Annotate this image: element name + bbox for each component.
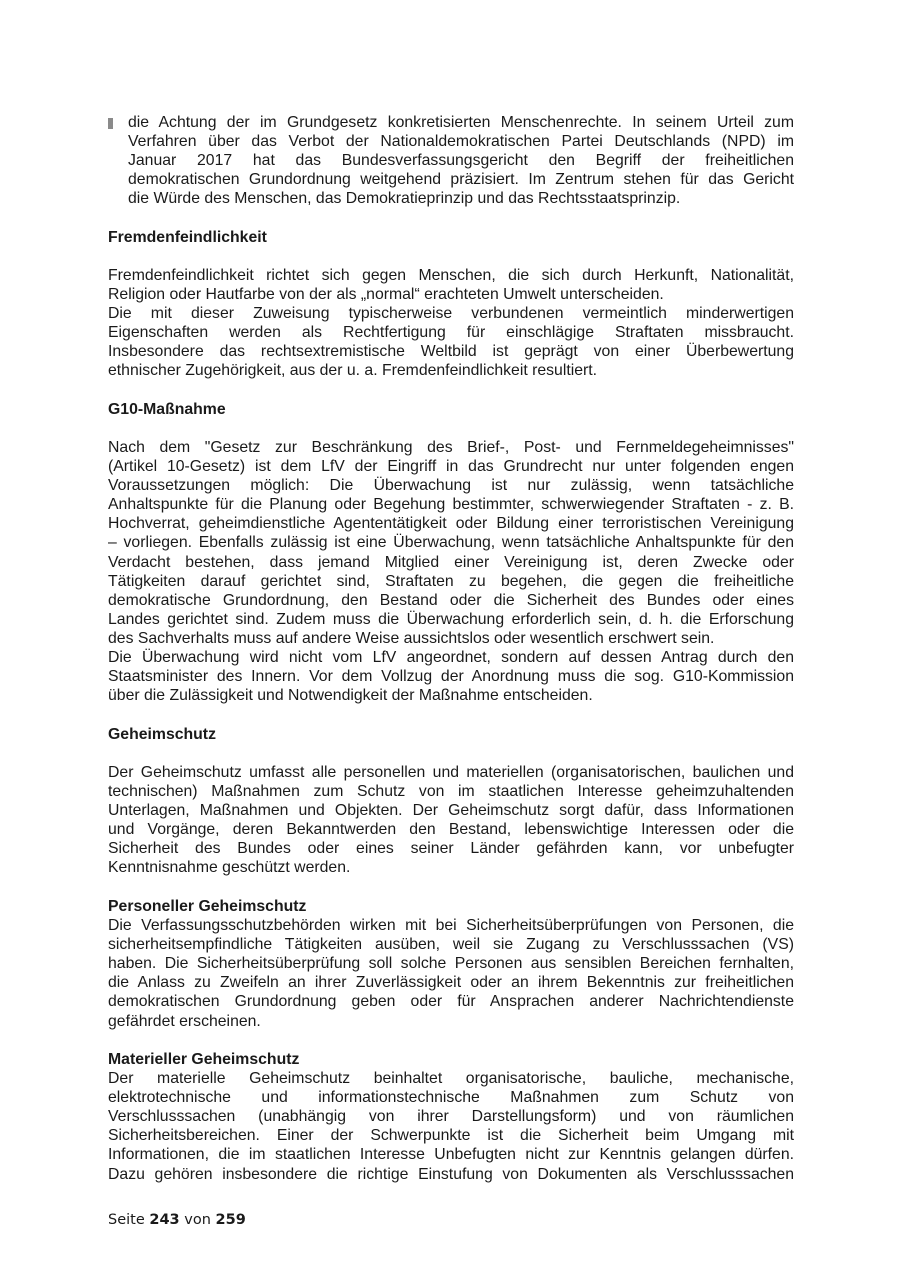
section-heading-g10: G10-Maßnahme — [108, 401, 226, 418]
current-page-number: 243 — [149, 1212, 180, 1228]
text-line: (Artikel 10-Gesetz) ist dem LfV der Eingriff in das Grundrecht nur unter folgenden engen — [108, 458, 794, 476]
text-line: Sicherheitsbereichen. Einer der Schwerpunkte ist die Sicherheit beim Umgang mit — [108, 1127, 794, 1145]
text-line: Informationen, die im staatlichen Interesse Unbefugten nicht zur Kenntnis gelangen dürfen. — [108, 1146, 794, 1164]
intro-paragraph — [128, 113, 794, 208]
text-line: die Anlass zu Zweifeln an ihrer Zuverlässigkeit oder an ihrem Bekenntnis zur freiheitlichen — [108, 974, 794, 992]
text-line: elektrotechnische und informationstechnische Maßnahmen zum Schutz von — [108, 1089, 794, 1107]
text-line: Der Geheimschutz umfasst alle personellen und materiellen (organisatorischen, baulichen und — [108, 764, 794, 781]
text-line: technischen) Maßnahmen zum Schutz von im staatlichen Interesse geheimzuhaltenden — [108, 783, 794, 801]
text-line: Verschlusssachen (unabhängig von ihrer Darstellungsform) und von räumlichen — [108, 1108, 794, 1126]
text-line: Der materielle Geheimschutz beinhaltet organisatorische, bauliche, mechanische, — [108, 1070, 794, 1088]
text-line: die Achtung der im Grundgesetz konkretisierten Menschenrechte. In seinem Urteil zum — [128, 114, 794, 131]
g10-paragraph — [108, 438, 794, 705]
page-footer — [108, 1212, 246, 1228]
geheimschutz-paragraph — [108, 763, 794, 878]
total-page-number: 259 — [215, 1212, 246, 1228]
text-line: und Vorgänge, deren Bekanntwerden den Bestand, lebenswichtige Interessen oder die — [108, 821, 794, 839]
text-line: Fremdenfeindlichkeit richtet sich gegen Menschen, die sich durch Herkunft, Nationalität, — [108, 267, 794, 284]
section-heading-geheimschutz: Geheimschutz — [108, 726, 216, 743]
section-heading-fremdenfeindlichkeit: Fremdenfeindlichkeit — [108, 229, 267, 246]
text-line: Landes gerichtet sind. Zudem muss die Überwachung erforderlich sein, d. h. die Erforschung — [108, 610, 794, 628]
footer-middle: von — [184, 1212, 211, 1228]
text-line: Unterlagen, Maßnahmen und Objekten. Der Geheimschutz sorgt dafür, dass Informationen — [108, 802, 794, 820]
text-line: Die Verfassungsschutzbehörden wirken mit bei Sicherheitsüberprüfungen von Personen, die — [108, 917, 794, 935]
text-line: demokratischen Grundordnung weitgehend präzisiert. Im Zentrum stehen für das Gericht — [128, 171, 794, 189]
text-line: – vorliegen. Ebenfalls zulässig ist eine Überwachung, wenn tatsächliche Anhaltspunkte für den — [108, 534, 794, 552]
text-line: Nach dem "Gesetz zur Beschränkung des Brief-, Post- und Fernmeldegeheimnisses" — [108, 439, 794, 456]
text-line: demokratische Grundordnung, den Bestand oder die Sicherheit des Bundes oder eines — [108, 591, 794, 609]
text-line: Verfahren über das Verbot der Nationaldemokratischen Partei Deutschlands (NPD) im — [128, 133, 794, 151]
subsection-heading-materieller: Materieller Geheimschutz — [108, 1051, 300, 1068]
text-line: Staatsminister des Innern. Vor dem Vollzug der Anordnung muss die sog. G10-Kommission — [108, 668, 794, 686]
text-line: Eigenschaften werden als Rechtfertigung für einschlägige Straftaten missbraucht. — [108, 324, 794, 342]
text-line: Verdacht bestehen, dass jemand Mitglied einer Vereinigung ist, deren Zwecke oder — [108, 553, 794, 571]
text-line: haben. Die Sicherheitsüberprüfung soll solche Personen aus sensiblen Bereichen fernhalten, — [108, 955, 794, 973]
text-line: Die mit dieser Zuweisung typischerweise verbundenen vermeintlich minderwertigen — [108, 305, 794, 323]
text-line: Die Überwachung wird nicht vom LfV angeordnet, sondern auf dessen Antrag durch den — [108, 649, 794, 667]
text-line: des Sachverhalts muss auf andere Weise aussichtslos oder wesentlich erschwert sein. — [108, 629, 715, 647]
text-line: über die Zulässigkeit und Notwendigkeit der Maßnahme entscheiden. — [108, 687, 593, 705]
text-line: Sicherheit des Bundes oder eines seiner Länder gefährden kann, vor unbefugter — [108, 840, 794, 858]
text-line: demokratischen Grundordnung geben oder für Ansprachen anderer Nachrichtendienste — [108, 993, 794, 1011]
footer-prefix: Seite — [108, 1212, 145, 1228]
text-line: Anhaltspunkte für die Planung oder Begehung bestimmter, schwerwiegender Straftaten - z. B. — [108, 496, 794, 514]
text-line: Hochverrat, geheimdienstliche Agententätigkeit oder Bildung einer terroristischen Vereinigung — [108, 515, 794, 533]
text-line: Religion oder Hautfarbe von der als „normal“ erachteten Umwelt unterscheiden. — [108, 286, 664, 304]
materieller-section — [108, 1050, 794, 1184]
text-line: Insbesondere das rechtsextremistische Weltbild ist geprägt von einer Überbewertung — [108, 343, 794, 361]
text-line: Voraussetzungen möglich: Die Überwachung ist nur zulässig, wenn tatsächliche — [108, 477, 794, 495]
text-line: Dazu gehören insbesondere die richtige Einstufung von Dokumenten als Verschlusssachen — [108, 1165, 794, 1183]
fremdenfeindlichkeit-paragraph — [108, 266, 794, 381]
text-line: Kenntnisnahme geschützt werden. — [108, 859, 351, 877]
text-line: gefährdet erscheinen. — [108, 1012, 261, 1030]
text-line: sicherheitsempfindliche Tätigkeiten ausüben, weil sie Zugang zu Verschlusssachen (VS) — [108, 936, 794, 954]
text-line: Tätigkeiten darauf gerichtet sind, Straftaten zu begehen, die gegen die freiheitliche — [108, 572, 794, 590]
text-line: die Würde des Menschen, das Demokratieprinzip und das Rechtsstaatsprinzip. — [128, 190, 681, 208]
bullet-icon — [108, 118, 113, 129]
text-line: ethnischer Zugehörigkeit, aus der u. a. Fremdenfeindlichkeit resultiert. — [108, 362, 598, 380]
subsection-heading-personeller: Personeller Geheimschutz — [108, 898, 307, 915]
text-line: Januar 2017 hat das Bundesverfassungsgericht den Begriff der freiheitlichen — [128, 152, 794, 170]
personeller-section — [108, 897, 794, 1031]
